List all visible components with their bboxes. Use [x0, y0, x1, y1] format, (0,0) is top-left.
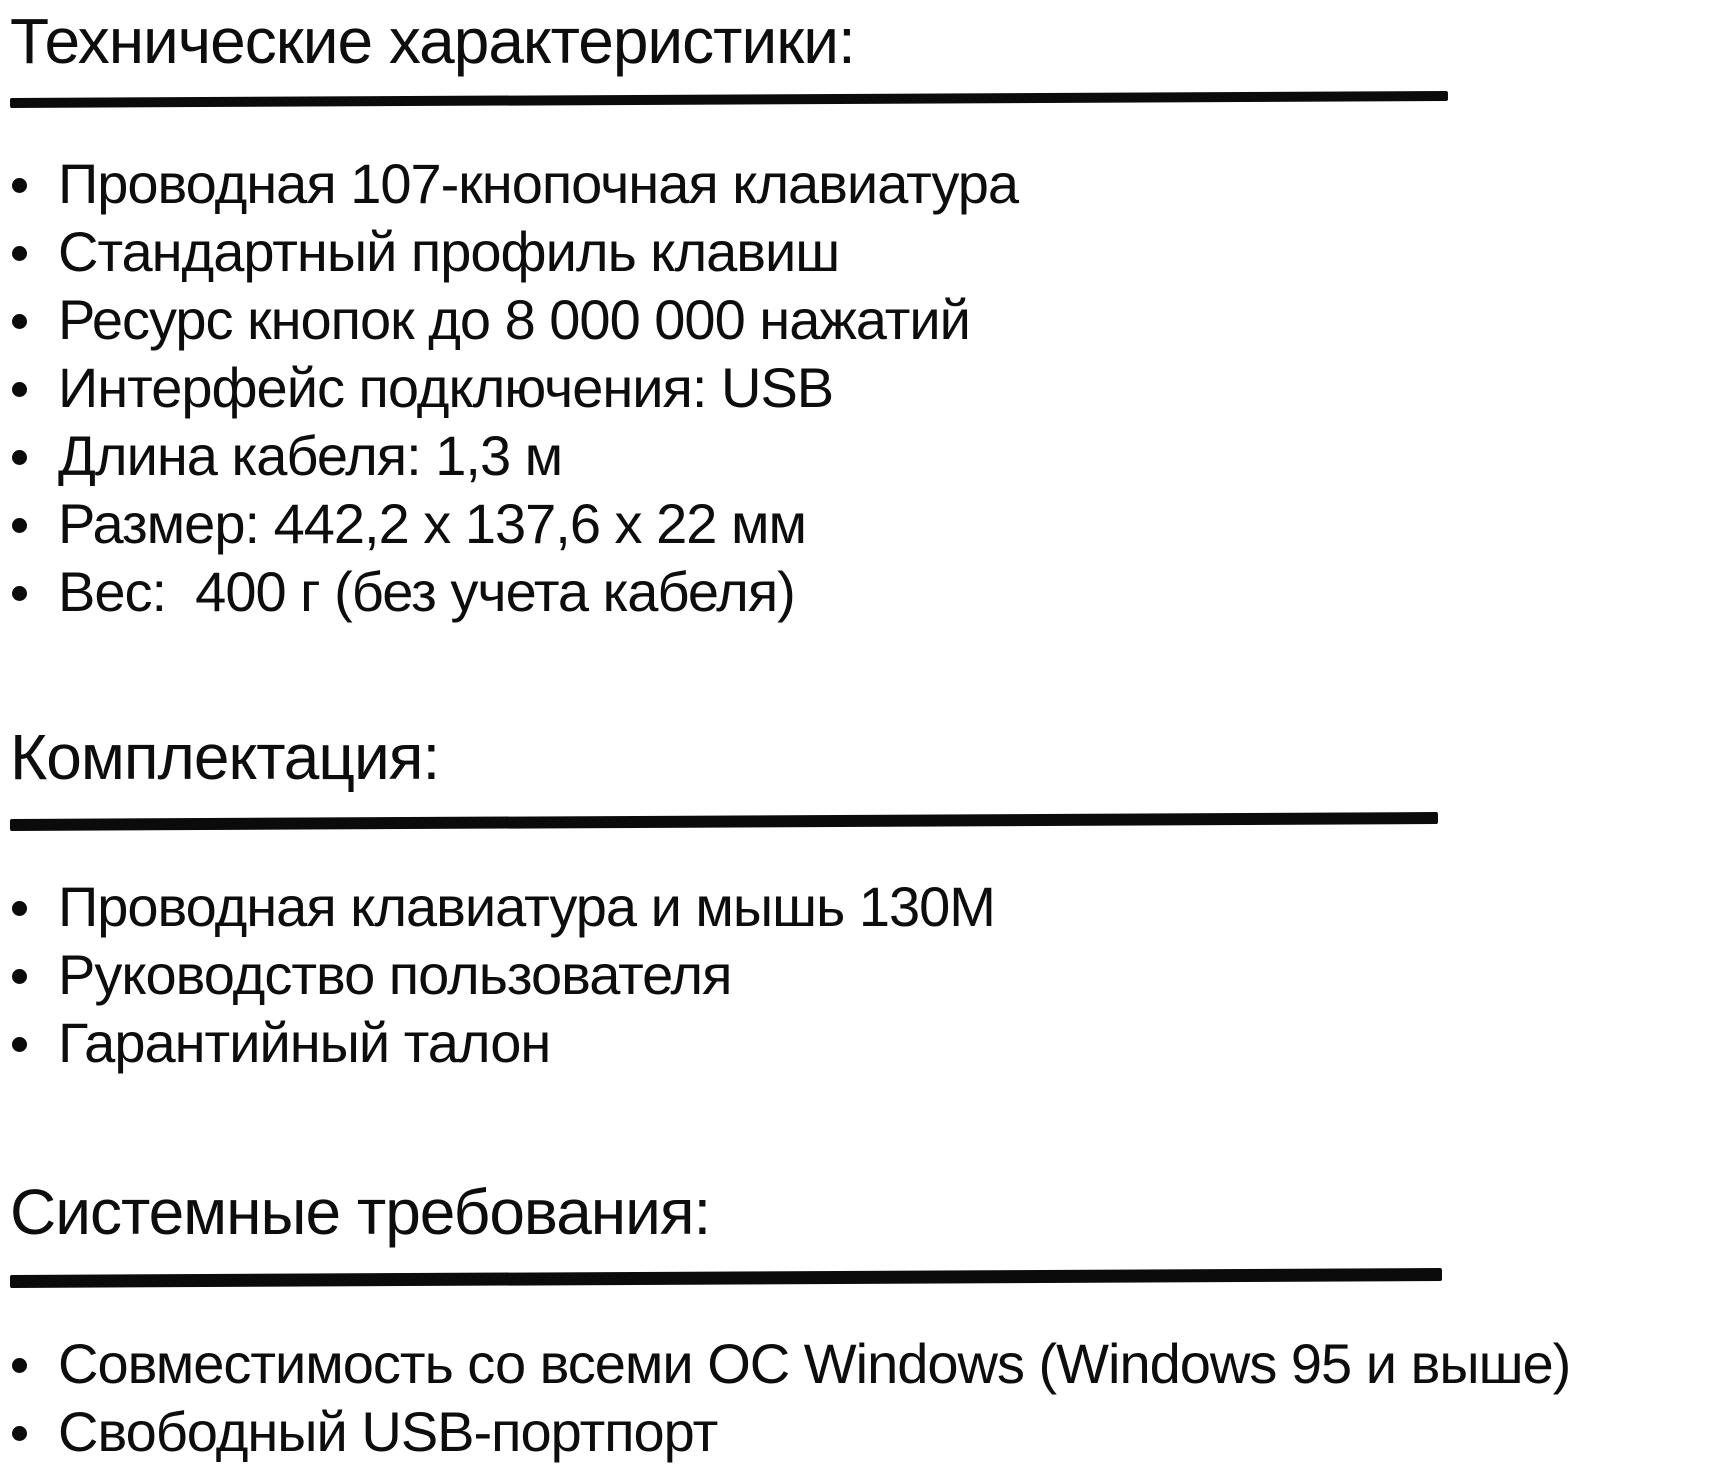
list-item: Проводная 107-кнопочная клавиатура	[10, 150, 1710, 218]
tech-specs-heading: Технические характеристики:	[10, 5, 855, 77]
list-item: Размер: 442,2 х 137,6 х 22 мм	[10, 490, 1710, 558]
list-item: Интерфейс подключения: USB	[10, 354, 1710, 422]
list-item: Стандартный профиль клавиш	[10, 218, 1710, 286]
divider-line	[10, 91, 1448, 108]
section-tech-specs	[10, 6, 1710, 626]
system-requirements-list	[10, 1330, 1710, 1466]
divider-line	[10, 812, 1438, 831]
list-item: Проводная клавиатура и мышь 130M	[10, 873, 1710, 941]
section-system-requirements	[10, 1177, 1710, 1466]
list-item: Длина кабеля: 1,3 м	[10, 422, 1710, 490]
section-package-contents	[10, 722, 1710, 1076]
list-item: Вес: 400 г (без учета кабеля)	[10, 558, 1710, 626]
list-item: Свободный USB-портпорт	[10, 1398, 1710, 1466]
list-item: Ресурс кнопок до 8 000 000 нажатий	[10, 286, 1710, 354]
list-item: Совместимость со всеми ОС Windows (Windows 95 и выше)	[10, 1330, 1710, 1398]
system-requirements-heading: Системные требования:	[10, 1175, 711, 1248]
list-item: Гарантийный талон	[10, 1009, 1710, 1077]
divider-line	[10, 1268, 1442, 1288]
list-item: Руководство пользователя	[10, 941, 1710, 1009]
tech-specs-list	[10, 150, 1710, 626]
package-contents-list	[10, 873, 1710, 1077]
package-contents-heading: Комплектация:	[10, 721, 440, 794]
